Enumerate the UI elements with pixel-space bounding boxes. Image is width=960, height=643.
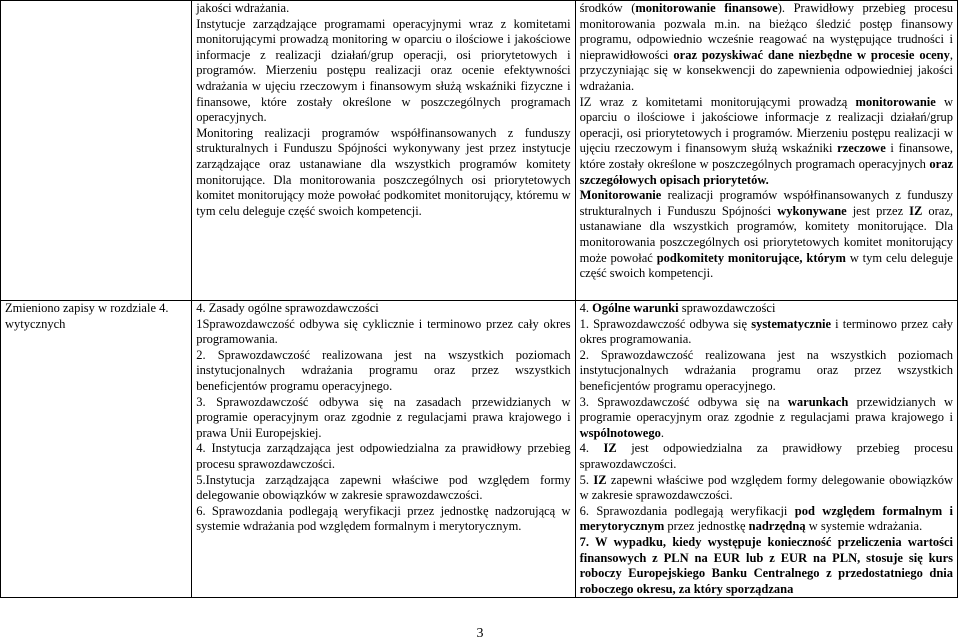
- bold-text: warunkach: [787, 394, 849, 409]
- text-run: sprawozdawczości: [678, 301, 776, 315]
- text-run: środków (: [579, 1, 636, 15]
- old-text-cell: [192, 301, 575, 598]
- text-run: 3. Sprawozdawczość odbywa się na: [579, 394, 788, 409]
- bold-text: Monitorowanie: [579, 188, 662, 203]
- text-run: jest przez: [846, 203, 910, 218]
- paragraph: 3. Sprawozdawczość odbywa się na zasadach przewidzianych w programie operacyjnym oraz zgodnie z regulacjami prawa krajowego i prawa Unii Europejskiej.: [196, 394, 571, 440]
- bold-text: IZ: [909, 203, 923, 218]
- bold-text: podkomitety monitorujące, którym: [656, 250, 846, 265]
- text-run: jest odpowiedzialna za prawidłowy przebieg procesu sprawozdawczości.: [579, 441, 953, 471]
- text-run: 4.: [579, 301, 593, 315]
- change-note-cell: [1, 301, 192, 598]
- section-heading: [580, 301, 953, 317]
- bold-text: IZ: [603, 441, 617, 456]
- bold-text: monitorowanie finansowe: [635, 1, 778, 15]
- paragraph: [580, 1, 953, 95]
- paragraph: 5.Instytucja zarządzająca zapewni właściwe pod względem formy delegowanie obowiązków w zakresie sprawozdawczości.: [196, 472, 571, 503]
- paragraph: [580, 317, 953, 348]
- bold-text: nadrzędną: [748, 519, 806, 534]
- text-run: , przyczyniając się w konsekwencji do zapewnienia odpowiedniej jakości wdrażania.: [579, 47, 954, 93]
- table-row: [1, 1, 958, 301]
- bold-text: wspólnotowego: [579, 425, 661, 440]
- new-text-cell: [575, 301, 957, 598]
- text-run: przewidzianych w programie operacyjnym oraz zgodnie z regulacjami prawa krajowego i: [579, 394, 953, 425]
- bold-text: oraz szczegółowych opisach priorytetów.: [579, 156, 953, 187]
- paragraph: [580, 188, 953, 282]
- bold-text: monitorowanie: [855, 94, 936, 109]
- text-run: 4.: [579, 441, 604, 456]
- table-row: [1, 301, 958, 598]
- paragraph: [580, 95, 953, 189]
- text-run: 6. Sprawozdania podlegają weryfikacji: [579, 503, 795, 518]
- text-run: w systemie wdrażania.: [805, 519, 923, 534]
- text-run: 2. Sprawozdawczość realizowana jest na wszystkich poziomach instytucjonalnych wdrażania programu oraz przez wszystkich beneficjentów programu operacyjnego.: [579, 347, 953, 393]
- paragraph: 2. Sprawozdawczość realizowana jest na wszystkich poziomach instytucjonalnych wdrażania programu oraz przez wszystkich beneficjentów programu operacyjnego.: [196, 347, 571, 393]
- text-run: i terminowo przez cały okres programowania.: [579, 316, 953, 347]
- paragraph: [580, 395, 953, 442]
- bold-text: Ogólne warunki: [592, 301, 679, 315]
- section-heading: 4. Zasady ogólne sprawozdawczości: [196, 301, 379, 315]
- bold-text: oraz pozyskiwać dane niezbędne w procesie oceny: [673, 47, 950, 62]
- text-run: 5.: [579, 472, 594, 487]
- old-text-cell: [192, 1, 575, 301]
- page-number: 3: [476, 626, 484, 641]
- bold-text: 7. W wypadku, kiedy występuje konieczność przeliczenia wartości finansowych z PLN na EUR lub z EUR na PLN, stosuje się kurs roboczy Europejskiego Banku Centralnego z przedostatniego dnia roboczego okresu, za który sporządzana: [579, 534, 953, 596]
- text-run: zapewni właściwe pod względem formy delegowanie obowiązków w zakresie sprawozdawczości.: [579, 472, 954, 503]
- text-run: 1. Sprawozdawczość odbywa się: [579, 316, 752, 331]
- paragraph: 1Sprawozdawczość odbywa się cyklicznie i terminowo przez cały okres programowania.: [196, 316, 571, 347]
- paragraph: jakości wdrażania.: [196, 1, 290, 15]
- paragraph: [580, 535, 953, 597]
- text-run: w tym celu deleguje część swoich kompetencji.: [579, 250, 953, 281]
- text-run: ). Prawidłowy przebieg procesu monitorowania pozwala m.in. na bieżąco śledzić postęp finansowy programu, odpowiednio wcześnie reagować na występujące trudności i nieprawidłowości: [579, 1, 953, 62]
- paragraph: 4. Instytucja zarządzająca jest odpowiedzialna za prawidłowy przebieg procesu sprawozdawczości.: [196, 441, 571, 471]
- text-run: realizacji programów współfinansowanych z funduszy strukturalnych i Funduszu Spójności: [579, 188, 953, 218]
- bold-text: rzeczowe: [837, 141, 886, 156]
- new-text-cell: [575, 1, 957, 301]
- paragraph: Instytucje zarządzające programami operacyjnymi wraz z komitetami monitorującymi prowadzą monitoring w oparciu o ilościowe i jakościowe informacje z realizacji działań/grup operacji, osi priorytetowych i programów. Mierzeniu postępu realizacji oraz ocenie efektywności wdrażania w ujęciu rzeczowym i finansowym służą wskaźniki fizyczne i finansowe, które zostały określone w poszczególnych programach operacyjnych.: [196, 16, 571, 125]
- bold-text: systematycznie: [751, 316, 832, 331]
- text-run: przez jednostkę: [664, 519, 749, 534]
- change-note-cell: [1, 1, 192, 301]
- bold-text: pod względem formalnym i merytorycznym: [579, 503, 953, 534]
- paragraph: [580, 504, 953, 535]
- paragraph: Monitoring realizacji programów współfinansowanych z funduszy strukturalnych i Funduszu Spójności wykonywany jest przez instytucje zarządzające oraz ustanawiane dla wszystkich programów komitety monitorujące. Dla monitorowania poszczególnych osi priorytetowych komitet monitorujący może powołać podkomitet monitorujący, któremu w tym celu deleguje część swoich kompetencji.: [196, 125, 571, 218]
- change-note: Zmieniono zapisy w rozdziale 4. wytycznych: [5, 301, 169, 331]
- bold-text: wykonywane: [777, 203, 847, 218]
- text-run: oraz, ustanawiane dla wszystkich programów, komitety monitorujące. Dla monitorowania poszczególnych osi priorytetowych komitet monitorujący może powołać: [579, 203, 954, 265]
- text-run: IZ wraz z komitetami monitorującymi prowadzą: [579, 94, 856, 109]
- paragraph: [580, 473, 953, 504]
- paragraph: [580, 348, 953, 395]
- text-run: .: [660, 425, 664, 440]
- text-run: w oparciu o ilościowe i jakościowe informacje z realizacji działań/grup operacji, osi priorytetowych i programów. Mierzeniu postępu realizacji w ujęciu rzeczowym i finansowym służą wskaźniki: [579, 94, 954, 156]
- text-run: i finansowe, które zostały określone w poszczególnych programach operacyjnych: [579, 141, 953, 171]
- bold-text: IZ: [593, 472, 607, 487]
- paragraph: [580, 441, 953, 472]
- paragraph: 6. Sprawozdania podlegają weryfikacji przez jednostkę nadzorującą w systemie wdrażania pod względem formalnym i merytorycznym.: [196, 503, 571, 534]
